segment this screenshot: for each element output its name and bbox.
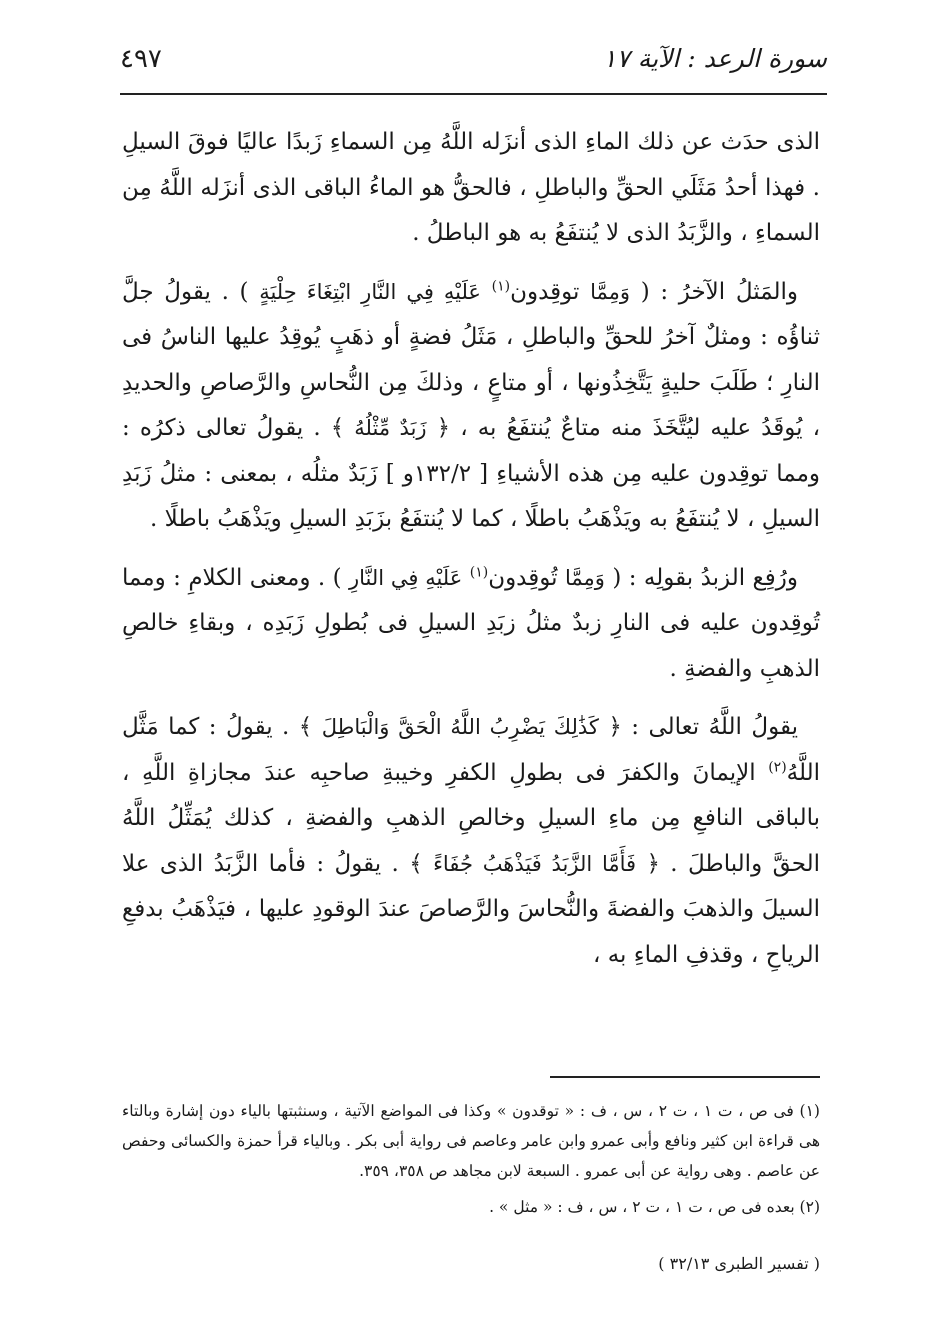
paragraph	[122, 270, 820, 543]
text-run: توقِدون	[510, 278, 591, 305]
header-divider	[120, 93, 827, 95]
text-run: ورُفِع الزبدُ بقولِه : (	[604, 564, 798, 591]
text-run: والمَثلُ الآخرُ : (	[630, 278, 798, 305]
text-run: تُوقِدون	[488, 564, 565, 591]
text-run: الإيمانَ والكفرَ فى بطولِ الكفرِ وخيبةِ صاحبِه عندَ مجازاةِ اللَّهِ ، بالباقى النافعِ مِن ماءِ السيلِ وخالصِ الذهبِ والفضةِ ، كذلك يُمَثِّلُ اللَّهُ الحقَّ والباطلَ . ﴿	[122, 759, 820, 877]
header-title: سورة الرعد : الآية ١٧	[602, 44, 827, 73]
footnote-1: (١) فى ص ، ت ١ ، ت ٢ ، س ، ف : « توقدون » وكذا فى المواضع الآتية ، وسنثبتها بالياء دون إشارة وبالتاء هى قراءة ابن كثير ونافع وأبى عمرو وابن عامر وعاصم فى رواية أبى بكر . وبالياء قرأ حمزة والكسائى وحفص عن عاصم . وهى رواية عن أبى عمرو . السبعة لابن مجاهد ص ٣٥٨، ٣٥٩.	[122, 1102, 820, 1180]
text-run: ﴾ . يقولُ : فأما الزَّبَدُ الذى علا السيلَ والذهبَ والفضةَ والنُّحاسَ والرَّصاصَ عندَ الوقودِ عليها ، فيَذْهَبُ بدفعِ الرياحِ ، وقذفِ الماءِ به ،	[122, 850, 820, 968]
paragraph	[122, 120, 820, 257]
quran-quote: فَأَمَّا الزَّبَدُ فَيَذْهَبُ جُفَاءً	[433, 851, 637, 876]
text-run: يقولُ اللَّهُ تعالى : ﴿	[598, 714, 798, 740]
footnote-marker: (١)	[469, 563, 489, 580]
footnote-marker: (١)	[491, 277, 511, 294]
quran-quote: زَبَدٌ مِّثْلُهُ	[354, 416, 427, 440]
footnote-2: (٢) بعده فى ص ، ت ١ ، ت ٢ ، س ، ف : « مثل » .	[489, 1198, 820, 1216]
page-number: ٤٩٧	[120, 44, 162, 74]
text-run: ﴾ . يقولُ : كما مَثَّل اللَّهُ	[122, 714, 820, 786]
quran-quote: عَلَيْهِ فِي النَّارِ	[348, 565, 463, 590]
text-run	[462, 565, 469, 591]
text-run: الذى حدَث عن ذلك الماءِ الذى أنزَله اللَّهُ مِن السماءِ زَبدًا عاليًا فوقَ السيلِ . فهذا أحدُ مَثَلَي الحقِّ والباطلِ ، فالحقُّ هو الماءُ الباقى الذى أنزَله اللَّهُ مِن السماءِ ، والزَّبَدُ الذى لا يُنتفَعُ به هو الباطلُ .	[122, 129, 820, 246]
quran-quote: عَلَيْهِ فِي النَّارِ ابْتِغَاءَ حِلْيَةٍ	[259, 279, 481, 304]
main-text	[122, 120, 820, 991]
text-run: ) . ومعنى الكلامِ : ومما تُوقِدون عليه فى النارِ زبدٌ مثلُ زبَدِ السيلِ فى بُطولِ زَبَدِه ، وبقاءِ خالصِ الذهبِ والفضةِ .	[122, 564, 820, 682]
footnotes	[122, 1096, 820, 1228]
quran-quote: وَمِمَّا	[564, 565, 605, 590]
running-header	[120, 38, 827, 88]
text-run: ) . يقولُ جلَّ ثناؤُه : ومثلٌ آخرُ للحقِّ والباطلِ ، مَثَلُ فضةٍ أو ذهَبٍ يُوقِدُ عليها الناسُ فى النارِ ؛ طَلَبَ حليةٍ يَتَّخِذُونها ، أو متاعٍ ، وذلكَ مِن النُّحاسِ والرَّصاصِ والحديدِ ، يُوقَدُ عليه ليُتَّخَذَ منه متاعٌ يُنتفَعُ به ، ﴿	[122, 278, 820, 441]
quran-quote: وَمِمَّا	[590, 279, 631, 304]
text-run: ﴾ . يقولُ تعالى ذكرُه : ومما توقِدون عليه مِن هذه الأشياءِ [ ١٣٢/٢و ] زَبَدٌ مثلُه ، بمعنى : مثلُ زَبَدِ السيلِ ، لا يُنتفَعُ به ويَذْهَبُ باطلًا ، كما لا يُنتفَعُ بزَبَدِ السيلِ ويَذْهَبُ باطلًا .	[122, 415, 820, 532]
quran-quote: كَذَٰلِكَ يَضْرِبُ اللَّهُ الْحَقَّ وَالْبَاطِلَ	[321, 715, 599, 739]
footnote-divider	[550, 1076, 820, 1078]
footnote-marker: (٢)	[768, 758, 787, 775]
text-run	[481, 279, 492, 305]
source-reference: ( تفسير الطبرى ٣٢/١٣ )	[658, 1254, 820, 1273]
paragraph	[122, 556, 820, 693]
paragraph	[122, 705, 820, 978]
